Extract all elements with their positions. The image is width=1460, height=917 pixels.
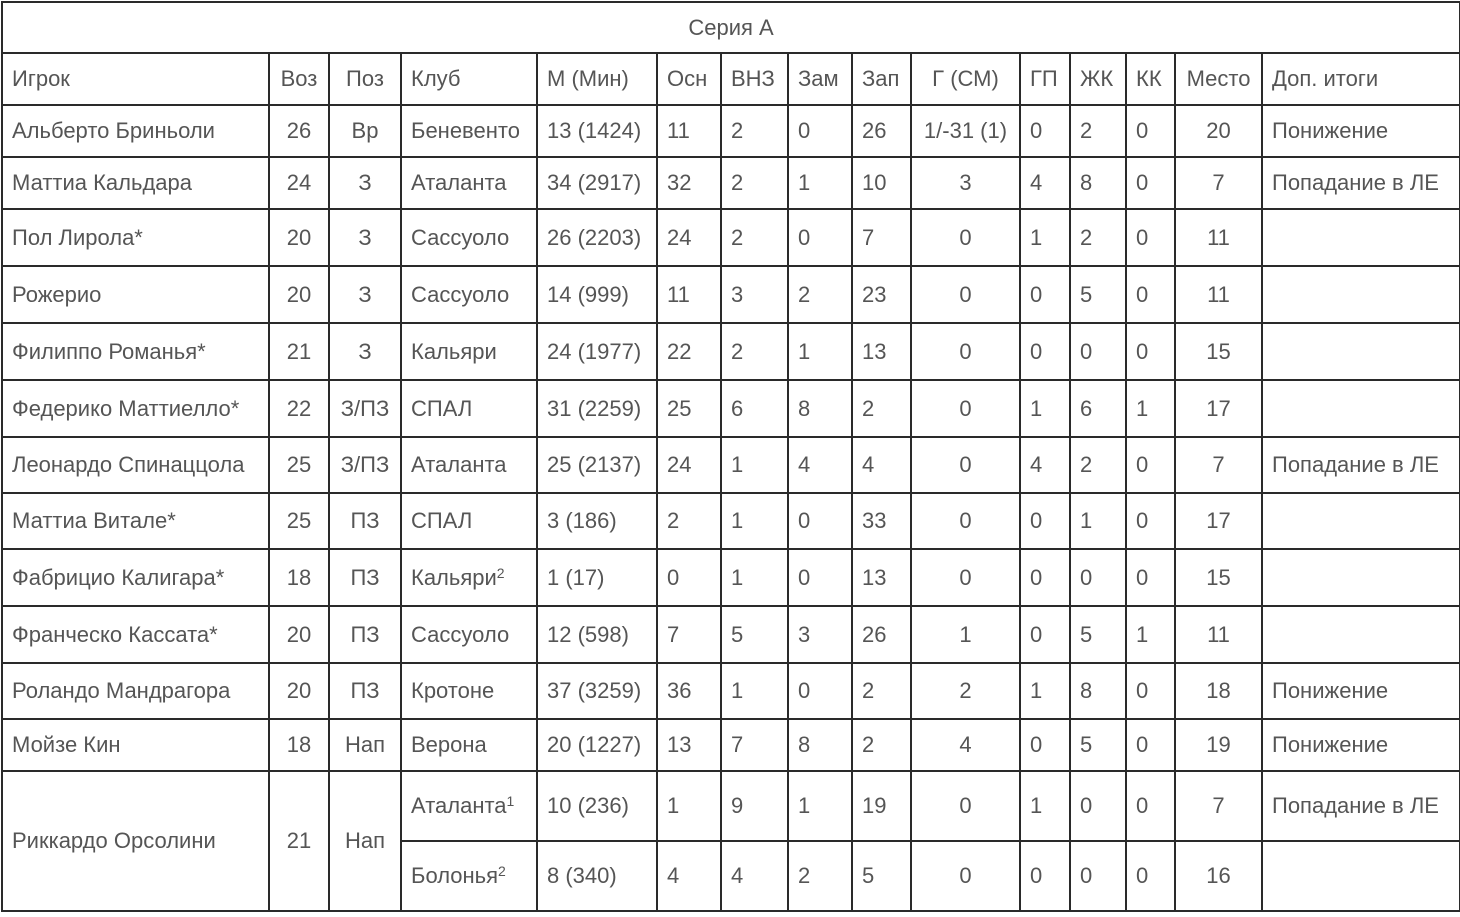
club-name: Кальяри [411, 564, 497, 590]
col-header-player: Игрок [2, 53, 269, 105]
assists: 0 [1020, 719, 1070, 771]
player-name: Леонардо Спинаццола [2, 437, 269, 493]
col-header-position: Поз [329, 53, 401, 105]
sub-in: 6 [721, 380, 788, 437]
red-cards: 0 [1126, 105, 1175, 157]
sub-out: 0 [788, 493, 852, 549]
red-cards: 0 [1126, 771, 1175, 841]
apps-minutes: 12 (598) [537, 606, 657, 663]
red-cards: 0 [1126, 323, 1175, 380]
bench: 33 [852, 493, 911, 549]
club-name: Сассуоло [411, 621, 510, 647]
assists: 1 [1020, 380, 1070, 437]
yellow-cards: 5 [1070, 719, 1126, 771]
club-footnote: 2 [496, 564, 505, 581]
sub-in: 1 [721, 493, 788, 549]
club-name: СПАЛ [411, 395, 473, 421]
sub-out: 2 [788, 266, 852, 323]
sub-out: 1 [788, 157, 852, 209]
bench: 26 [852, 105, 911, 157]
sub-in: 5 [721, 606, 788, 663]
sub-in: 2 [721, 157, 788, 209]
apps-minutes: 8 (340) [537, 841, 657, 911]
sub-out: 1 [788, 323, 852, 380]
bench: 19 [852, 771, 911, 841]
bench: 23 [852, 266, 911, 323]
season-result: Попадание в ЛЕ [1262, 437, 1460, 493]
starts: 36 [657, 663, 721, 719]
assists: 1 [1020, 209, 1070, 266]
red-cards: 0 [1126, 209, 1175, 266]
sub-in: 1 [721, 663, 788, 719]
col-header-goals: Г (СМ) [911, 53, 1020, 105]
player-age: 20 [269, 663, 329, 719]
bench: 2 [852, 663, 911, 719]
yellow-cards: 2 [1070, 105, 1126, 157]
bench: 10 [852, 157, 911, 209]
goals: 0 [911, 841, 1020, 911]
starts: 1 [657, 771, 721, 841]
sub-in: 9 [721, 771, 788, 841]
player-name: Федерико Маттиелло* [2, 380, 269, 437]
table-row [2, 719, 1460, 771]
sub-out: 2 [788, 841, 852, 911]
assists: 4 [1020, 437, 1070, 493]
player-club [401, 380, 537, 437]
yellow-cards: 6 [1070, 380, 1126, 437]
place: 11 [1175, 606, 1262, 663]
place: 15 [1175, 323, 1262, 380]
sub-in: 1 [721, 549, 788, 606]
season-result: Попадание в ЛЕ [1262, 771, 1460, 841]
assists: 0 [1020, 606, 1070, 663]
place: 17 [1175, 380, 1262, 437]
col-header-result: Доп. итоги [1262, 53, 1460, 105]
player-name: Риккардо Орсолини [2, 771, 269, 911]
season-result [1262, 549, 1460, 606]
season-result: Понижение [1262, 719, 1460, 771]
player-position: ПЗ [329, 606, 401, 663]
apps-minutes: 14 (999) [537, 266, 657, 323]
yellow-cards: 2 [1070, 209, 1126, 266]
apps-minutes: 3 (186) [537, 493, 657, 549]
player-age: 18 [269, 719, 329, 771]
player-club [401, 323, 537, 380]
col-header-club: Клуб [401, 53, 537, 105]
sub-out: 0 [788, 663, 852, 719]
player-age: 26 [269, 105, 329, 157]
yellow-cards: 0 [1070, 323, 1126, 380]
player-name: Фабрицио Калигара* [2, 549, 269, 606]
player-position: ПЗ [329, 549, 401, 606]
goals: 0 [911, 209, 1020, 266]
assists: 0 [1020, 323, 1070, 380]
player-club [401, 841, 537, 911]
table-row [2, 663, 1460, 719]
player-position: Вр [329, 105, 401, 157]
yellow-cards: 8 [1070, 157, 1126, 209]
club-name: Верона [411, 732, 487, 757]
col-header-bench: Зап [852, 53, 911, 105]
player-name: Маттиа Кальдара [2, 157, 269, 209]
starts: 11 [657, 105, 721, 157]
header-row [2, 53, 1460, 105]
player-position: ПЗ [329, 493, 401, 549]
club-name: Сассуоло [411, 281, 510, 307]
bench: 4 [852, 437, 911, 493]
yellow-cards: 5 [1070, 266, 1126, 323]
red-cards: 0 [1126, 841, 1175, 911]
assists: 0 [1020, 841, 1070, 911]
table-body [2, 105, 1460, 771]
col-header-apps: М (Мин) [537, 53, 657, 105]
table-row [2, 606, 1460, 663]
col-header-place: Место [1175, 53, 1262, 105]
player-position: Нап [329, 771, 401, 911]
red-cards: 0 [1126, 157, 1175, 209]
player-club [401, 606, 537, 663]
player-age: 21 [269, 771, 329, 911]
col-header-age: Воз [269, 53, 329, 105]
player-position: ПЗ [329, 663, 401, 719]
goals: 3 [911, 157, 1020, 209]
starts: 11 [657, 266, 721, 323]
bench: 26 [852, 606, 911, 663]
place: 15 [1175, 549, 1262, 606]
assists: 0 [1020, 105, 1070, 157]
place: 17 [1175, 493, 1262, 549]
goals: 1/-31 (1) [911, 105, 1020, 157]
starts: 24 [657, 209, 721, 266]
player-name: Маттиа Витале* [2, 493, 269, 549]
starts: 2 [657, 493, 721, 549]
assists: 0 [1020, 493, 1070, 549]
red-cards: 0 [1126, 663, 1175, 719]
yellow-cards: 2 [1070, 437, 1126, 493]
place: 7 [1175, 437, 1262, 493]
club-name: Аталанта [411, 452, 507, 477]
player-club [401, 105, 537, 157]
player-age: 20 [269, 606, 329, 663]
bench: 5 [852, 841, 911, 911]
apps-minutes: 25 (2137) [537, 437, 657, 493]
bench: 2 [852, 380, 911, 437]
apps-minutes: 24 (1977) [537, 323, 657, 380]
player-age: 25 [269, 437, 329, 493]
season-result [1262, 606, 1460, 663]
place: 19 [1175, 719, 1262, 771]
place: 18 [1175, 663, 1262, 719]
sub-out: 4 [788, 437, 852, 493]
apps-minutes: 20 (1227) [537, 719, 657, 771]
club-name: Кальяри [411, 338, 497, 364]
red-cards: 1 [1126, 606, 1175, 663]
apps-minutes: 1 (17) [537, 549, 657, 606]
season-result: Понижение [1262, 663, 1460, 719]
season-result [1262, 323, 1460, 380]
assists: 0 [1020, 266, 1070, 323]
col-header-starts: Осн [657, 53, 721, 105]
goals: 0 [911, 380, 1020, 437]
sub-in: 4 [721, 841, 788, 911]
player-age: 24 [269, 157, 329, 209]
player-age: 22 [269, 380, 329, 437]
yellow-cards: 0 [1070, 549, 1126, 606]
club-name: Аталанта [411, 793, 507, 818]
club-name: Беневенто [411, 118, 520, 143]
col-header-sub-in: ВНЗ [721, 53, 788, 105]
apps-minutes: 31 (2259) [537, 380, 657, 437]
player-name: Пол Лирола* [2, 209, 269, 266]
sub-in: 2 [721, 323, 788, 380]
place: 11 [1175, 209, 1262, 266]
starts: 22 [657, 323, 721, 380]
place: 20 [1175, 105, 1262, 157]
bench: 7 [852, 209, 911, 266]
table-row [2, 157, 1460, 209]
split-row-group [2, 771, 1460, 911]
starts: 4 [657, 841, 721, 911]
player-age: 20 [269, 266, 329, 323]
player-name: Альберто Бриньоли [2, 105, 269, 157]
player-name: Филиппо Романья* [2, 323, 269, 380]
sub-in: 7 [721, 719, 788, 771]
player-age: 18 [269, 549, 329, 606]
apps-minutes: 34 (2917) [537, 157, 657, 209]
club-footnote: 2 [498, 863, 506, 879]
red-cards: 0 [1126, 493, 1175, 549]
player-club [401, 771, 537, 841]
player-position: З [329, 266, 401, 323]
player-club [401, 209, 537, 266]
starts: 32 [657, 157, 721, 209]
red-cards: 1 [1126, 380, 1175, 437]
red-cards: 0 [1126, 437, 1175, 493]
bench: 13 [852, 549, 911, 606]
assists: 4 [1020, 157, 1070, 209]
yellow-cards: 8 [1070, 663, 1126, 719]
starts: 0 [657, 549, 721, 606]
goals: 0 [911, 266, 1020, 323]
player-name: Рожерио [2, 266, 269, 323]
sub-out: 8 [788, 719, 852, 771]
table-row [2, 437, 1460, 493]
season-result [1262, 209, 1460, 266]
yellow-cards: 1 [1070, 493, 1126, 549]
season-result: Попадание в ЛЕ [1262, 157, 1460, 209]
player-position: Нап [329, 719, 401, 771]
sub-out: 1 [788, 771, 852, 841]
table-row [2, 323, 1460, 380]
goals: 0 [911, 323, 1020, 380]
season-result [1262, 266, 1460, 323]
sub-out: 0 [788, 549, 852, 606]
club-name: СПАЛ [411, 508, 473, 533]
col-header-sub-out: Зам [788, 53, 852, 105]
col-header-yellow-cards: ЖК [1070, 53, 1126, 105]
sub-in: 2 [721, 209, 788, 266]
assists: 1 [1020, 771, 1070, 841]
player-age: 20 [269, 209, 329, 266]
apps-minutes: 10 (236) [537, 771, 657, 841]
starts: 7 [657, 606, 721, 663]
club-name: Болонья [411, 863, 499, 888]
goals: 0 [911, 437, 1020, 493]
stats-table [1, 1, 1460, 912]
red-cards: 0 [1126, 719, 1175, 771]
player-age: 21 [269, 323, 329, 380]
apps-minutes: 37 (3259) [537, 663, 657, 719]
goals: 0 [911, 771, 1020, 841]
player-club [401, 493, 537, 549]
table-row-split-first [2, 771, 1460, 841]
season-result: Понижение [1262, 105, 1460, 157]
apps-minutes: 13 (1424) [537, 105, 657, 157]
place: 7 [1175, 771, 1262, 841]
sub-in: 2 [721, 105, 788, 157]
goals: 1 [911, 606, 1020, 663]
player-position: З/ПЗ [329, 437, 401, 493]
starts: 25 [657, 380, 721, 437]
season-result [1262, 380, 1460, 437]
player-name: Франческо Кассата* [2, 606, 269, 663]
yellow-cards: 0 [1070, 841, 1126, 911]
player-club [401, 157, 537, 209]
table-row [2, 266, 1460, 323]
starts: 13 [657, 719, 721, 771]
sub-out: 0 [788, 209, 852, 266]
apps-minutes: 26 (2203) [537, 209, 657, 266]
goals: 0 [911, 493, 1020, 549]
goals: 0 [911, 549, 1020, 606]
place: 7 [1175, 157, 1262, 209]
red-cards: 0 [1126, 266, 1175, 323]
sub-out: 3 [788, 606, 852, 663]
player-age: 25 [269, 493, 329, 549]
sub-out: 0 [788, 105, 852, 157]
place: 11 [1175, 266, 1262, 323]
table-row [2, 493, 1460, 549]
goals: 2 [911, 663, 1020, 719]
club-name: Аталанта [411, 170, 507, 195]
sub-in: 1 [721, 437, 788, 493]
club-footnote: 1 [506, 793, 515, 809]
yellow-cards: 0 [1070, 771, 1126, 841]
player-position: З [329, 323, 401, 380]
sub-in: 3 [721, 266, 788, 323]
place: 16 [1175, 841, 1262, 911]
assists: 1 [1020, 663, 1070, 719]
assists: 0 [1020, 549, 1070, 606]
table-row [2, 549, 1460, 606]
club-name: Кротоне [411, 678, 495, 703]
club-name: Сассуоло [411, 224, 510, 250]
player-club [401, 549, 537, 606]
col-header-assists: ГП [1020, 53, 1070, 105]
goals: 4 [911, 719, 1020, 771]
table-row [2, 209, 1460, 266]
yellow-cards: 5 [1070, 606, 1126, 663]
table-row [2, 105, 1460, 157]
player-club [401, 663, 537, 719]
bench: 13 [852, 323, 911, 380]
col-header-red-cards: КК [1126, 53, 1175, 105]
player-name: Роландо Мандрагора [2, 663, 269, 719]
season-result [1262, 493, 1460, 549]
player-position: З [329, 209, 401, 266]
player-club [401, 719, 537, 771]
player-club [401, 437, 537, 493]
table-row [2, 380, 1460, 437]
sub-out: 8 [788, 380, 852, 437]
player-position: З [329, 157, 401, 209]
season-result [1262, 841, 1460, 911]
red-cards: 0 [1126, 549, 1175, 606]
player-position: З/ПЗ [329, 380, 401, 437]
player-club [401, 266, 537, 323]
player-name: Мойзе Кин [2, 719, 269, 771]
bench: 2 [852, 719, 911, 771]
table-title: Серия А [2, 2, 1460, 53]
starts: 24 [657, 437, 721, 493]
